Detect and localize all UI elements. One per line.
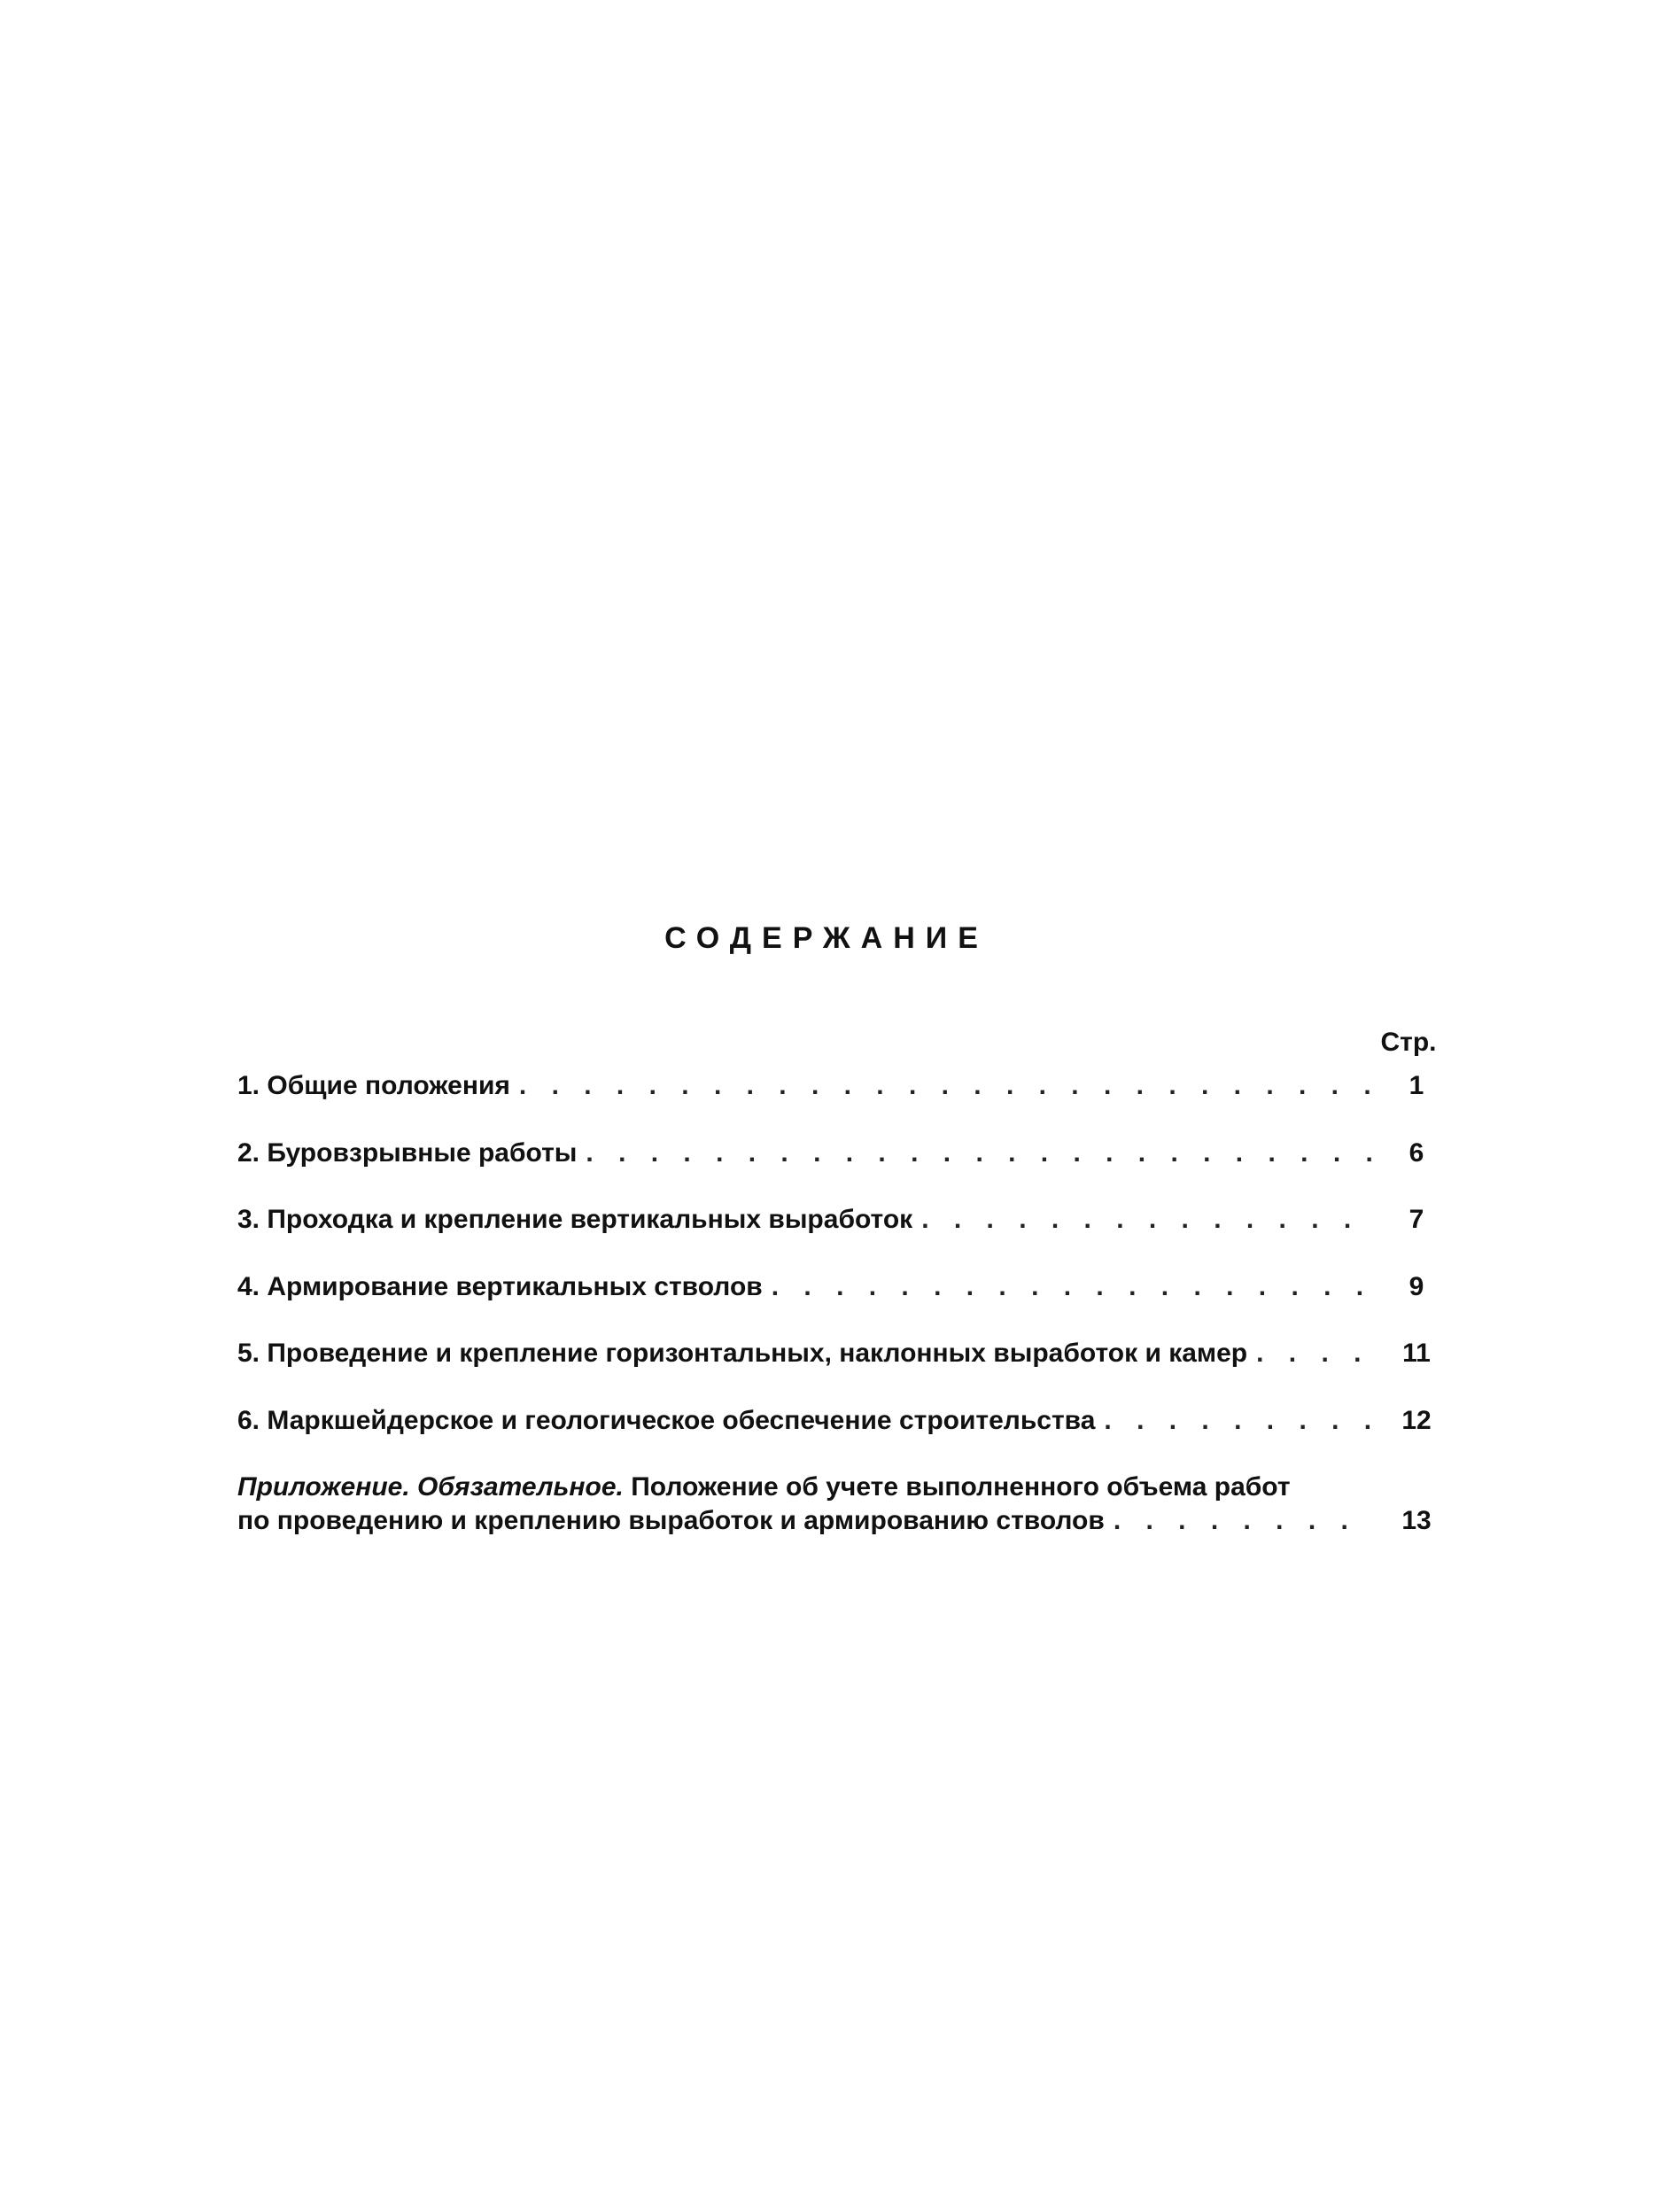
- dot-leader: [586, 1137, 1371, 1170]
- appendix-title-line2: по проведению и креплению выработок и армированию стволов: [237, 1506, 1105, 1535]
- appendix-title-line1: Положение об учете выполненного объема работ: [631, 1472, 1291, 1502]
- toc-entry-text: 1. Общие положения: [237, 1071, 510, 1100]
- toc-entry-1: [237, 1069, 1444, 1103]
- appendix-label: Приложение. Обязательное.: [237, 1472, 624, 1502]
- toc-entry-page: 7: [1409, 1205, 1424, 1234]
- toc-title: СОДЕРЖАНИЕ: [664, 921, 989, 955]
- toc-entry-2: [237, 1137, 1444, 1170]
- toc-entry-page: 11: [1402, 1339, 1431, 1368]
- dot-leader: [1256, 1337, 1371, 1370]
- toc-entry-text: 2. Буровзрывные работы: [237, 1138, 578, 1168]
- toc-entry-6: [237, 1404, 1444, 1438]
- dot-leader: [1104, 1404, 1371, 1438]
- appendix-first-line: [237, 1471, 1355, 1504]
- dot-leader: [921, 1203, 1371, 1237]
- toc-entry-page: 1: [1409, 1071, 1424, 1100]
- toc-entry-page: 13: [1401, 1506, 1432, 1535]
- toc-entry-text: 4. Армирование вертикальных стволов: [237, 1272, 763, 1301]
- toc-entry-text: 3. Проходка и крепление вертикальных выработок: [237, 1205, 913, 1234]
- toc-entry-text: 6. Маркшейдерское и геологическое обеспечение строительства: [237, 1406, 1096, 1435]
- toc-entry-page: 12: [1401, 1406, 1432, 1435]
- dot-leader: [1114, 1504, 1371, 1538]
- toc-entry-page: 6: [1409, 1138, 1424, 1168]
- page-column-header: Стр.: [1380, 1028, 1437, 1057]
- toc-entry-3: [237, 1203, 1444, 1237]
- toc-entry-4: [237, 1270, 1444, 1304]
- toc-entry-5: [237, 1337, 1444, 1370]
- dot-leader: [772, 1270, 1371, 1304]
- toc-entry-appendix: [237, 1471, 1444, 1538]
- toc-entry-page: 9: [1409, 1272, 1424, 1301]
- dot-leader: [519, 1069, 1371, 1103]
- toc-entry-text: 5. Проведение и крепление горизонтальных, наклонных выработок и камер: [237, 1339, 1248, 1368]
